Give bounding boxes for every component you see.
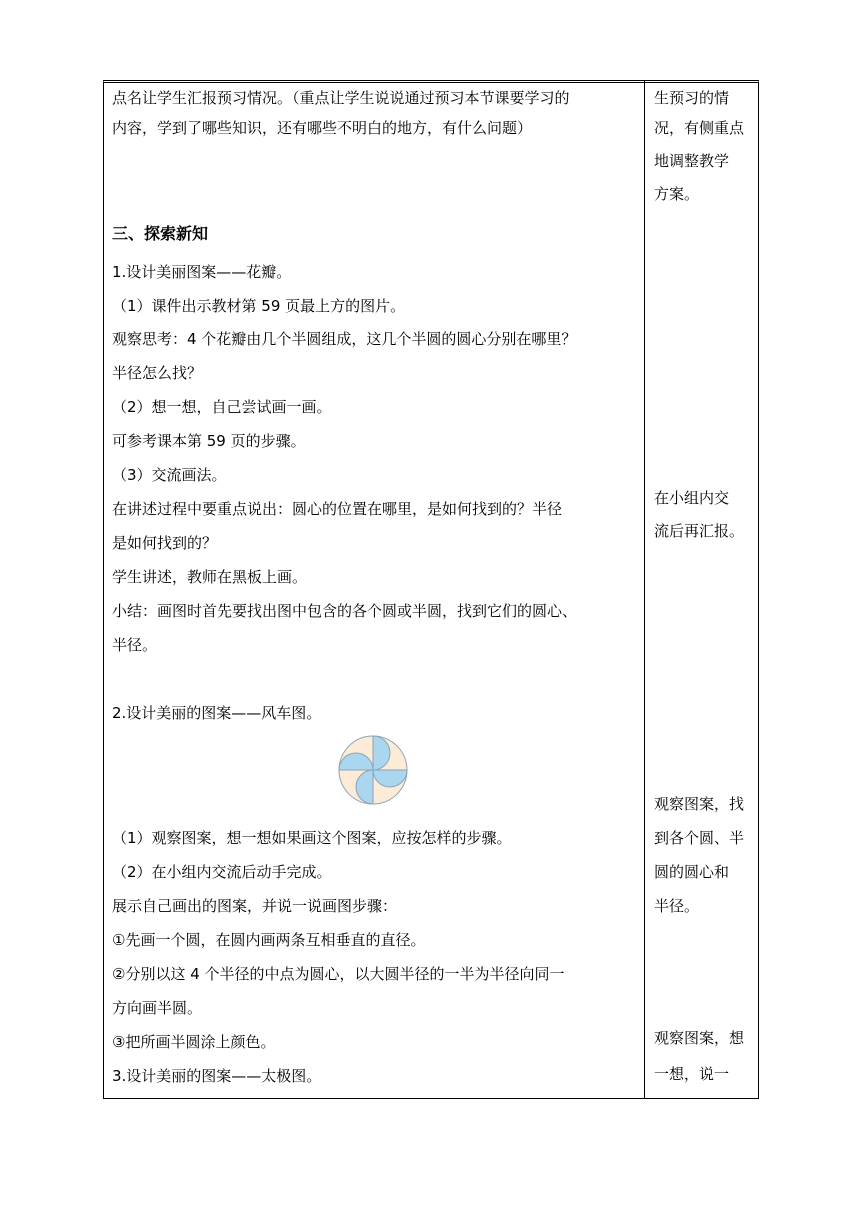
text-line: 半径怎么找？ bbox=[112, 364, 203, 382]
text-line: 是如何找到的？ bbox=[112, 534, 218, 552]
text-line: 小结：画图时首先要找出图中包含的各个圆或半圆，找到它们的圆心、 bbox=[112, 602, 578, 620]
text-line: 展示自己画出的图案，并说一说画图步骤： bbox=[112, 897, 398, 915]
side-note-line: 流后再汇报。 bbox=[654, 522, 745, 540]
text-line: 观察思考：4 个花瓣由几个半圆组成，这几个半圆的圆心分别在哪里？ bbox=[112, 330, 577, 348]
side-note-line: 半径。 bbox=[654, 897, 700, 915]
text-line: 内容，学到了哪些知识，还有哪些不明白的地方，有什么问题） bbox=[112, 119, 533, 137]
text-line: 方向画半圆。 bbox=[112, 999, 203, 1017]
column-divider bbox=[644, 80, 645, 1099]
text-line: 3.设计美丽的图案——太极图。 bbox=[112, 1067, 322, 1085]
text-line: 在讲述过程中要重点说出：圆心的位置在哪里，是如何找到的？半径 bbox=[112, 500, 563, 518]
text-line: 学生讲述，教师在黑板上画。 bbox=[112, 568, 308, 586]
side-note-line: 在小组内交 bbox=[654, 489, 730, 507]
section-heading: 三、探索新知 bbox=[112, 224, 209, 243]
text-line: （3）交流画法。 bbox=[112, 466, 227, 484]
side-note-line: 圆的圆心和 bbox=[654, 863, 730, 881]
text-line: （2）在小组内交流后动手完成。 bbox=[112, 863, 332, 881]
text-line: 半径。 bbox=[112, 636, 158, 654]
text-line: （1）观察图案，想一想如果画这个图案，应按怎样的步骤。 bbox=[112, 829, 512, 847]
side-note-line: 方案。 bbox=[654, 185, 700, 203]
pinwheel-figure-icon bbox=[337, 734, 409, 806]
side-note-line: 地调整教学 bbox=[654, 152, 730, 170]
text-line: 点名让学生汇报预习情况。（重点让学生说说通过预习本节课要学习的 bbox=[112, 89, 570, 107]
side-note-line: 况，有侧重点 bbox=[654, 119, 745, 137]
text-line: ③把所画半圆涂上颜色。 bbox=[112, 1033, 276, 1051]
text-line: 可参考课本第 59 页的步骤。 bbox=[112, 432, 306, 450]
text-line: （2）想一想，自己尝试画一画。 bbox=[112, 398, 332, 416]
text-line: ①先画一个圆，在圆内画两条互相垂直的直径。 bbox=[112, 931, 426, 949]
text-line: （1）课件出示教材第 59 页最上方的图片。 bbox=[112, 297, 406, 315]
text-line: 2.设计美丽的图案——风车图。 bbox=[112, 704, 322, 722]
side-note-line: 到各个圆、半 bbox=[654, 829, 745, 847]
text-line: 1.设计美丽图案——花瓣。 bbox=[112, 263, 292, 281]
side-note-line: 一想，说一 bbox=[654, 1065, 730, 1083]
side-note-line: 生预习的情 bbox=[654, 89, 730, 107]
text-line: ②分别以这 4 个半径的中点为圆心，以大圆半径的一半为半径向同一 bbox=[112, 965, 565, 983]
side-note-line: 观察图案，找 bbox=[654, 795, 745, 813]
side-note-line: 观察图案，想 bbox=[654, 1029, 745, 1047]
